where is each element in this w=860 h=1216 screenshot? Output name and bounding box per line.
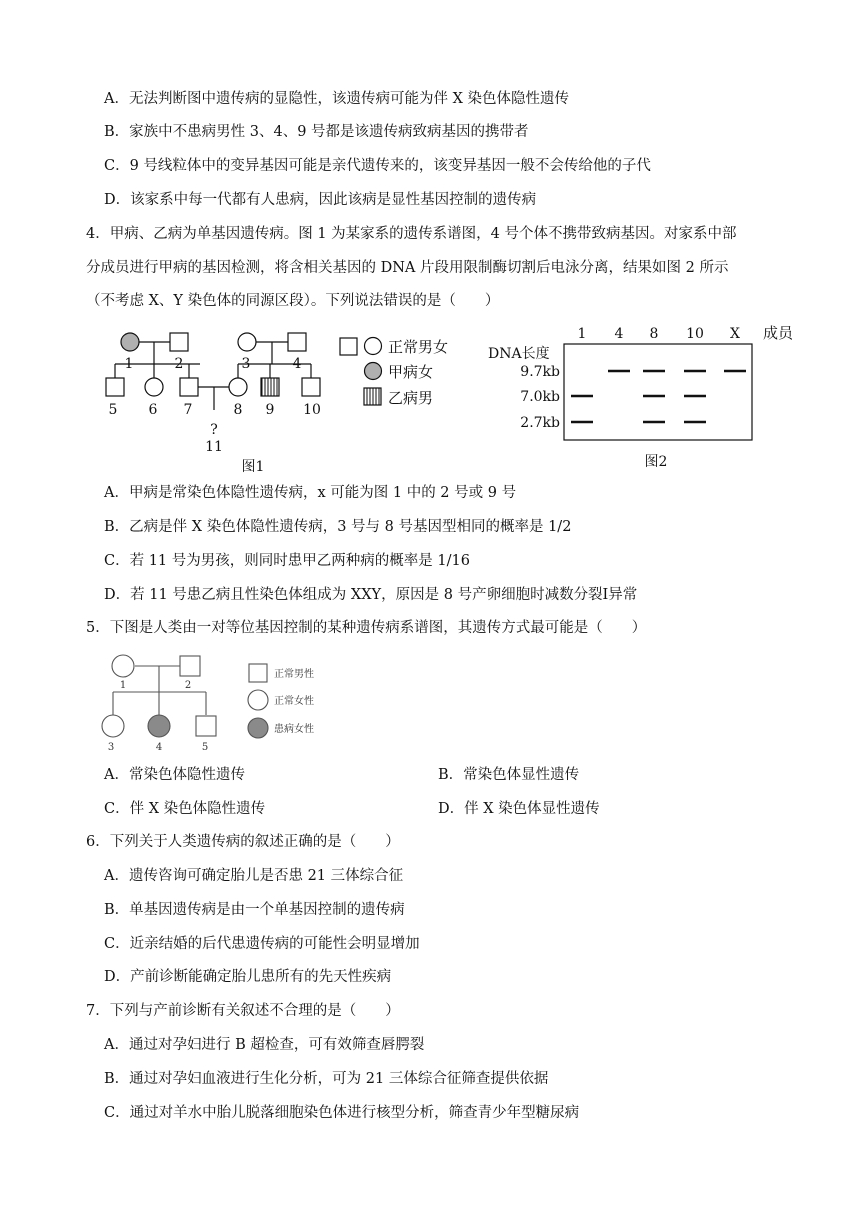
q6-option-b: B．单基因遗传病是由一个单基因控制的遗传病 [104, 902, 405, 918]
q7-option-a: A．通过对孕妇进行 B 超检查，可有效筛查唇腭裂 [104, 1037, 425, 1053]
q7-option-b: B．通过对孕妇血液进行生化分析，可为 21 三体综合征筛查提供依据 [104, 1071, 549, 1087]
q5-legend-normal-female-icon [248, 690, 268, 710]
q4-option-b: B．乙病是伴 X 染色体隐性遗传病，3 号与 8 号基因型相同的概率是 1/2 [104, 519, 572, 535]
q4-stem-line-2: 分成员进行甲病的基因检测，将含相关基因的 DNA 片段用限制酶切割后电泳分离，结果如图 2 所示 [86, 260, 729, 276]
q5-label-3: 3 [107, 742, 115, 753]
member-5-normal-male [106, 378, 124, 396]
legend-disease-a-female-icon [365, 363, 382, 380]
member-label-2: 2 [174, 356, 184, 372]
q5-option-a: A．常染色体隐性遗传 [104, 767, 245, 783]
q5-option-b: B．常染色体显性遗传 [438, 767, 580, 783]
q7-option-c: C．通过对羊水中胎儿脱落细胞染色体进行核型分析，筛查青少年型糖尿病 [104, 1105, 580, 1121]
member-label-6: 6 [148, 402, 158, 418]
row-label-2-7kb: 2.7kb [520, 415, 560, 431]
q4-figure-1-pedigree [90, 324, 470, 474]
member-10-normal-male [302, 378, 320, 396]
member-9-disease-b-male [261, 378, 279, 396]
row-label-7-0kb: 7.0kb [520, 389, 560, 405]
member-3-normal-female [238, 333, 256, 351]
member-4-normal-male [288, 333, 306, 351]
lane-label-1: 1 [577, 326, 587, 342]
q5-legend-affected-female-icon [248, 718, 268, 738]
q3-option-b: B．家族中不患病男性 3、4、9 号都是该遗传病致病基因的携带者 [104, 124, 529, 140]
lane-label-10: 10 [686, 326, 704, 342]
lane-label-x: X [730, 326, 740, 342]
q5-member-3-normal-female [102, 715, 124, 737]
q6-option-a: A．遗传咨询可确定胎儿是否患 21 三体综合征 [104, 868, 404, 884]
unknown-offspring-mark: ? [210, 422, 218, 438]
figure-1-caption: 图1 [241, 459, 265, 474]
member-label-8: 8 [233, 402, 243, 418]
q3-option-d: D．该家系中每一代都有人患病，因此该病是显性基因控制的遗传病 [104, 192, 537, 208]
member-label-4: 4 [292, 356, 302, 372]
legend-disease-b-label: 乙病男 [388, 389, 434, 407]
q3-option-a: A．无法判断图中遗传病的显隐性，该遗传病可能为伴 X 染色体隐性遗传 [104, 91, 570, 107]
q7-stem: 7．下列与产前诊断有关叙述不合理的是（ ） [86, 1003, 400, 1019]
lane-label-4: 4 [614, 326, 624, 342]
member-6-normal-female [145, 378, 163, 396]
q3-option-c: C．9 号线粒体中的变异基因可能是亲代遗传来的，该变异基因一般不会传给他的子代 [104, 158, 651, 174]
member-2-normal-male [170, 333, 188, 351]
q5-legend-normal-female-label: 正常女性 [274, 696, 314, 707]
member-label-3: 3 [241, 356, 251, 372]
member-label-7: 7 [183, 402, 193, 418]
q5-label-5: 5 [201, 742, 209, 753]
q4-stem-line-1: 4．甲病、乙病为单基因遗传病。图 1 为某家系的遗传系谱图，4 号个体不携带致病基因。对家系中部 [86, 226, 737, 242]
legend-normal-label: 正常男女 [388, 338, 449, 356]
q4-option-c: C．若 11 号为男孩，则同时患甲乙两种病的概率是 1/16 [104, 553, 470, 569]
q5-option-d: D．伴 X 染色体显性遗传 [438, 801, 600, 817]
member-1-affected-female [121, 333, 139, 351]
row-label-9-7kb: 9.7kb [520, 364, 560, 380]
member-8-normal-female [229, 378, 247, 396]
q5-member-2-normal-male [180, 656, 200, 676]
q5-member-1-normal-female [112, 655, 134, 677]
legend-disease-b-male-icon [364, 388, 381, 405]
q4-option-a: A．甲病是常染色体隐性遗传病，x 可能为图 1 中的 2 号或 9 号 [104, 485, 517, 501]
q6-stem: 6．下列关于人类遗传病的叙述正确的是（ ） [86, 834, 400, 850]
q5-stem: 5．下图是人类由一对等位基因控制的某种遗传病系谱图，其遗传方式最可能是（ ） [86, 620, 647, 636]
legend-normal-male-icon [340, 338, 357, 355]
legend-disease-a-label: 甲病女 [388, 363, 434, 381]
lane-label-8: 8 [649, 326, 659, 342]
dna-length-header: DNA长度 [488, 346, 550, 362]
member-7-normal-male [180, 378, 198, 396]
member-label-5: 5 [108, 402, 118, 418]
member-label-10: 10 [303, 402, 321, 418]
q6-option-c: C．近亲结婚的后代患遗传病的可能性会明显增加 [104, 936, 420, 952]
legend-normal-female-icon [365, 338, 382, 355]
figure-2-caption: 图2 [644, 454, 668, 470]
q5-member-5-normal-male [196, 716, 216, 736]
member-label-1: 1 [124, 356, 134, 372]
q5-legend-affected-female-label: 患病女性 [274, 724, 314, 735]
q5-label-2: 2 [184, 680, 192, 691]
q5-legend-normal-male-icon [249, 664, 267, 682]
q4-option-d: D．若 11 号患乙病且性染色体组成为 XXY，原因是 8 号产卵细胞时减数分裂Ⅰ异常 [104, 587, 638, 603]
members-header: 成员 [763, 324, 794, 342]
q6-option-d: D．产前诊断能确定胎儿患所有的先天性疾病 [104, 969, 392, 985]
q5-legend-normal-male-label: 正常男性 [274, 669, 314, 680]
q5-option-c: C．伴 X 染色体隐性遗传 [104, 801, 266, 817]
q4-stem-line-3: （不考虑 X、Y 染色体的同源区段）。下列说法错误的是（ ） [86, 293, 500, 309]
q5-label-4: 4 [155, 742, 163, 753]
q5-label-1: 1 [119, 680, 127, 691]
q4-figure-2-electrophoresis [480, 318, 810, 474]
q5-member-4-affected-female [148, 715, 170, 737]
gel-box [564, 344, 752, 440]
q5-pedigree-figure [100, 650, 360, 755]
member-label-11: 11 [205, 439, 223, 455]
member-label-9: 9 [265, 402, 275, 418]
